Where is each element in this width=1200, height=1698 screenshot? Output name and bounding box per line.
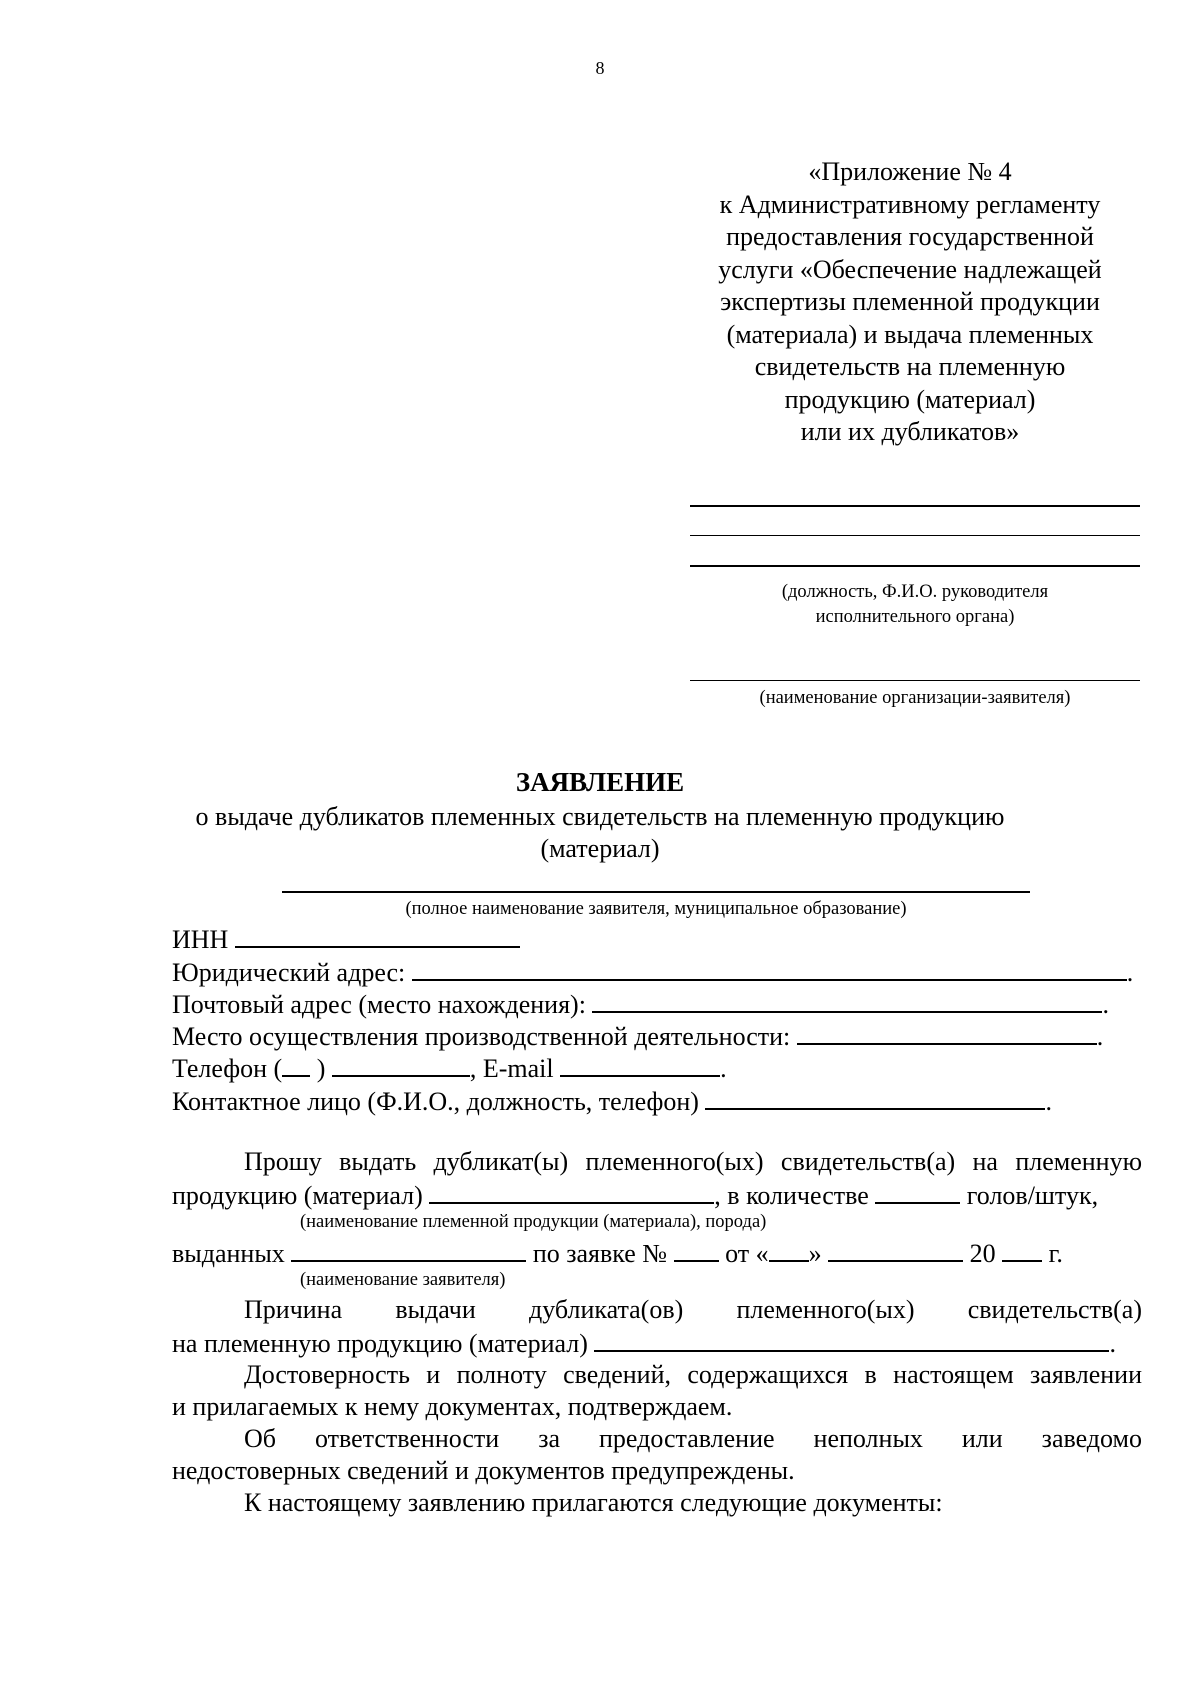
date-month-field[interactable] (828, 1236, 963, 1262)
postal-address-row: Почтовый адрес (место нахождения): . (172, 987, 1142, 1021)
appendix-line: к Административному регламенту (719, 189, 1101, 219)
legal-address-label: Юридический адрес: (172, 958, 406, 987)
legal-address-field[interactable] (412, 955, 1127, 981)
quantity-field[interactable] (875, 1178, 960, 1204)
caption-applicant-full: (полное наименование заявителя, муниципальное образование) (405, 899, 907, 919)
phone-code-field[interactable] (282, 1051, 310, 1077)
reason-paragraph-line1: Причина выдачи дубликата(ов) племенного(ых) свидетельств(а) (244, 1295, 1142, 1324)
inn-field[interactable] (235, 922, 520, 948)
addressee-line-2[interactable] (690, 535, 1140, 536)
appendix-line: или их дубликатов» (800, 417, 1020, 446)
appendix-line: «Приложение № 4 (808, 157, 1012, 186)
document-subtitle: о выдаче дубликатов племенных свидетельств на племенную продукцию (материал) (195, 802, 1005, 863)
email-field[interactable] (560, 1051, 720, 1077)
date-day-field[interactable] (769, 1236, 809, 1262)
applicant-name-line[interactable] (282, 891, 1030, 893)
attachments-paragraph: К настоящему заявлению прилагаются следующие документы: (244, 1488, 943, 1517)
appendix-line: экспертизы племенной продукции (720, 287, 1100, 316)
appendix-line: услуги «Обеспечение надлежащей (718, 254, 1102, 284)
accuracy-paragraph-line2: и прилагаемых к нему документах, подтверждаем. (172, 1392, 733, 1421)
appendix-line: свидетельств на племенную (754, 352, 1066, 381)
page-number: 8 (595, 58, 605, 78)
phone-label: Телефон ( (172, 1054, 283, 1083)
caption-head: (должность, Ф.И.О. руководителя исполнительного органа) (781, 582, 1049, 627)
postal-address-label: Почтовый адрес (место нахождения): (172, 990, 586, 1019)
document-title: ЗАЯВЛЕНИЕ (515, 767, 685, 797)
phone-field[interactable] (332, 1051, 470, 1077)
issued-to-field[interactable] (291, 1236, 526, 1262)
contact-field[interactable] (705, 1084, 1045, 1110)
appendix-line: (материала) и выдача племенных (726, 319, 1094, 349)
caption-applicant: (наименование заявителя) (300, 1270, 506, 1290)
reason-field[interactable] (594, 1326, 1109, 1352)
caption-product: (наименование племенной продукции (материала), порода) (300, 1212, 767, 1232)
contact-label: Контактное лицо (Ф.И.О., должность, телефон) (172, 1087, 699, 1116)
reason-paragraph-line2: на племенную продукцию (материал) . (172, 1326, 1142, 1360)
phone-row: Телефон ( ) , E-mail . (172, 1051, 1142, 1085)
liability-paragraph-line1: Об ответственности за предоставление неполных или заведомо (244, 1424, 1142, 1453)
request-paragraph-line1: Прошу выдать дубликат(ы) племенного(ых) свидетельств(а) на племенную (244, 1147, 1142, 1176)
email-label: , E-mail (469, 1054, 554, 1083)
production-place-label: Место осуществления производственной деятельности: (172, 1022, 791, 1051)
request-paragraph-line2: продукцию (материал) , в количестве голов/штук, (172, 1178, 1142, 1212)
accuracy-paragraph-line1: Достоверность и полноту сведений, содержащихся в настоящем заявлении (244, 1360, 1142, 1389)
contact-row: Контактное лицо (Ф.И.О., должность, телефон) . (172, 1084, 1142, 1118)
request-paragraph-line3: выданных по заявке № от « » 20 г. (172, 1236, 1142, 1270)
inn-label: ИНН (172, 925, 229, 954)
production-place-row: Место осуществления производственной деятельности: . (172, 1019, 1142, 1053)
caption-organization: (наименование организации-заявителя) (759, 688, 1071, 708)
organization-line[interactable] (690, 680, 1140, 681)
addressee-line-1[interactable] (690, 505, 1140, 507)
postal-address-field[interactable] (592, 987, 1102, 1013)
liability-paragraph-line2: недостоверных сведений и документов предупреждены. (172, 1456, 795, 1485)
inn-row (172, 922, 1142, 956)
addressee-line-3[interactable] (690, 565, 1140, 567)
application-number-field[interactable] (674, 1236, 719, 1262)
appendix-header (690, 156, 1130, 449)
date-year-field[interactable] (1002, 1236, 1042, 1262)
production-place-field[interactable] (797, 1019, 1097, 1045)
product-name-field[interactable] (429, 1178, 714, 1204)
appendix-line: предоставления государственной (726, 222, 1094, 251)
appendix-line: продукцию (материал) (784, 384, 1036, 414)
legal-address-row: Юридический адрес: . (172, 955, 1142, 989)
